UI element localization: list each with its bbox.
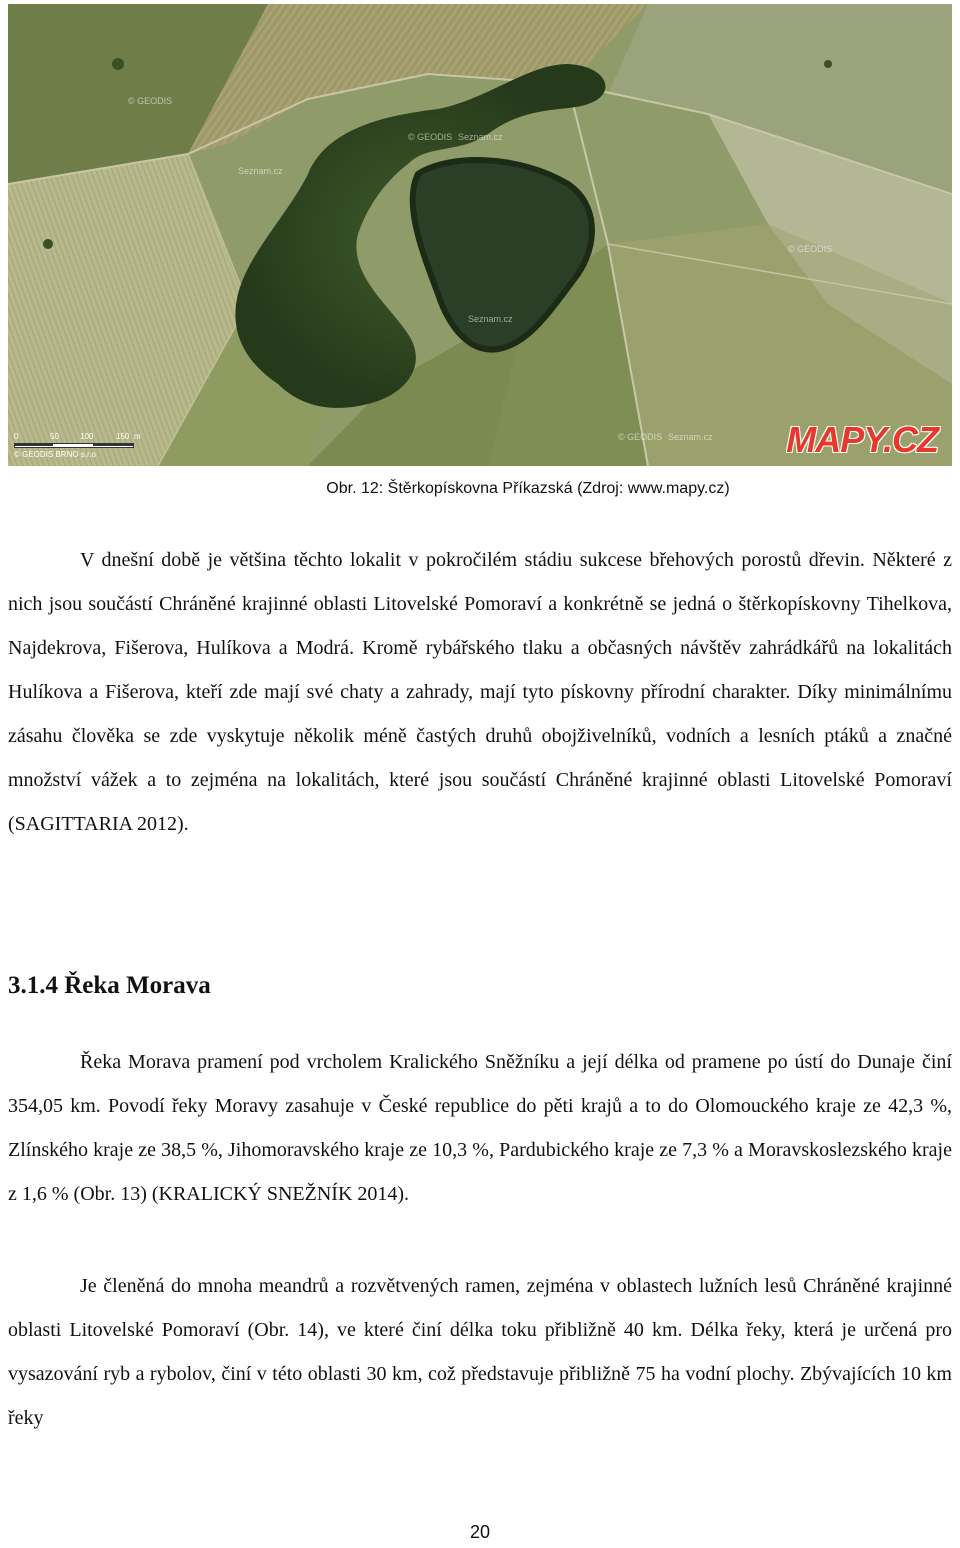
body-paragraph: V dnešní době je většina těchto lokalit v pokročilém stádiu sukcese břehových porostů dřevin. Některé z nich jsou součástí Chráněné krajinné oblasti Litovelské Pomoraví a konkrétně se jedná o štěrkopískovny Tihelkova, Najdekrova, Fišerova, Hulíkova a Modrá. Kromě rybářského tlaku a občasných návštěv zahrádkářů na lokalitách Hulíkova a Fišerova, kteří zde mají své chaty a zahrady, mají tyto pískovny přírodní charakter. Díky minimálnímu zásahu člověka se zde vyskytuje několik méně častých druhů obojživelníků, vodních a lesních ptáků a značné množství vážek a to zejména na lokalitách, které jsou součástí Chráněné krajinné oblasti Litovelské Pomoraví (SAGITTARIA 2012). <box>8 549 952 835</box>
map-copyright: © GEODIS BRNO s.r.o <box>14 450 96 459</box>
scale-bar-segment <box>15 443 53 446</box>
scale-label: 100 <box>80 432 94 441</box>
map-watermark: Seznam.cz <box>668 432 713 442</box>
map-watermark: Seznam.cz <box>458 132 503 142</box>
figure-caption: Obr. 12: Štěrkopískovna Příkazská (Zdroj: www.mapy.cz) <box>326 480 730 497</box>
mapy-cz-logo: MAPY.CZ <box>786 419 938 460</box>
scale-unit: m <box>134 432 141 441</box>
scale-bar-segment <box>93 443 133 446</box>
body-paragraph: Řeka Morava pramení pod vrcholem Kralického Sněžníku a její délka od pramene po ústí do Dunaje činí 354,05 km. Povodí řeky Moravy zasahuje v České republice do pěti krajů a to do Olomouckého kraje ze 42,3 %, Zlínského kraje ze 38,5 %, Jihomoravského kraje ze 10,3 %, Pardubického kraje ze 7,3 % a Moravskoslezského kraje z 1,6 % (Obr. 13) (KRALICKÝ SNEŽNÍK 2014). <box>8 1051 952 1205</box>
page-number: 20 <box>469 1522 491 1542</box>
map-terrain-graphic <box>8 4 952 466</box>
section-heading: 3.1.4 Řeka Morava <box>8 972 211 999</box>
scale-label: 0 <box>14 432 19 441</box>
map-watermark: Seznam.cz <box>468 314 513 324</box>
map-watermark: © GEODIS <box>618 432 663 442</box>
map-watermark: © GEODIS <box>128 96 173 106</box>
scale-label: 50 <box>50 432 59 441</box>
map-watermark: Seznam.cz <box>238 166 283 176</box>
scale-label: 150 <box>116 432 130 441</box>
body-paragraph: Je členěná do mnoha meandrů a rozvětvených ramen, zejména v oblastech lužních lesů Chráněné krajinné oblasti Litovelské Pomoraví (Obr. 14), ve které činí délka toku přibližně 40 km. Délka řeky, která je určená pro vysazování ryb a rybolov, činí v této oblasti 30 km, což představuje přibližně 75 ha vodní plochy. Zbývajících 10 km řeky <box>8 1275 952 1429</box>
map-watermark: © GEODIS <box>408 132 453 142</box>
map-scale-bar <box>14 432 144 462</box>
map-watermark: © GEODIS <box>788 244 833 254</box>
aerial-map-image <box>8 4 952 466</box>
